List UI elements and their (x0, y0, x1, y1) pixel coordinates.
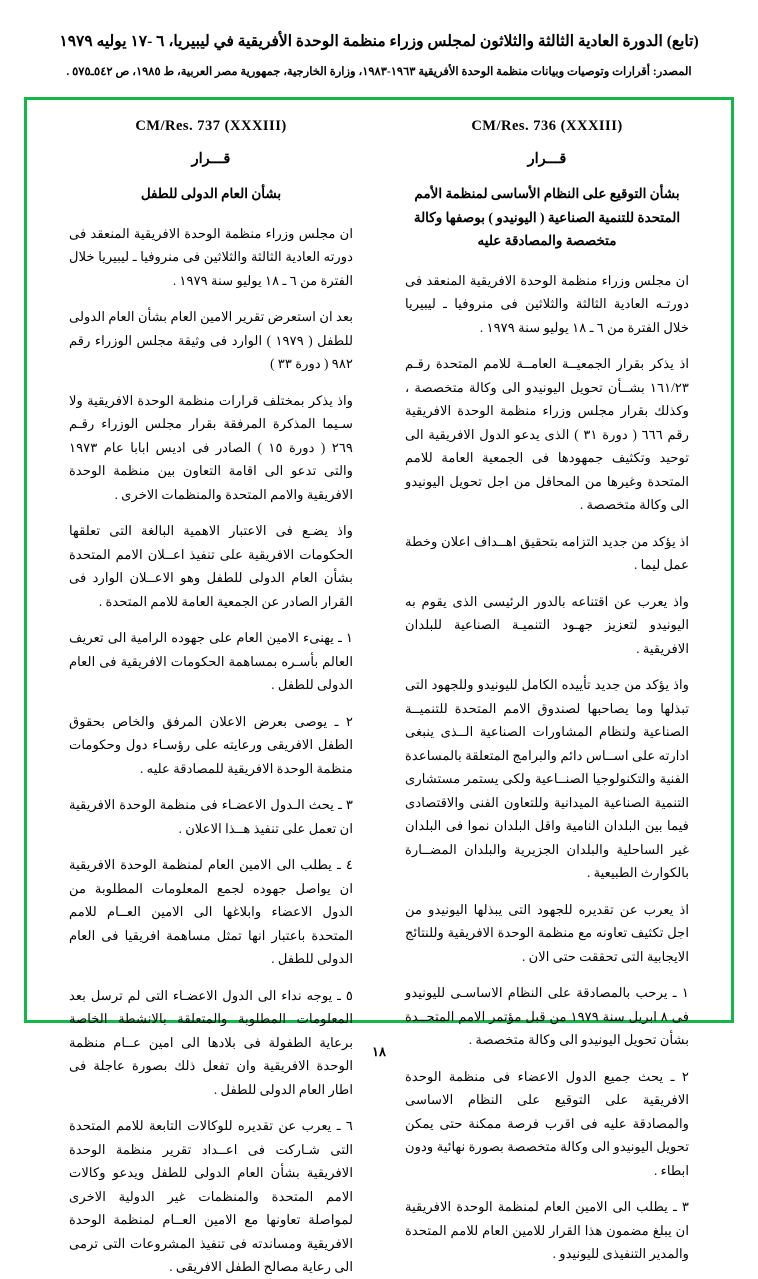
paragraph: واذ يعرب عن اقتناعه بالدور الرئيسى الذى يقوم به اليونيدو لتعزيز جهـود التنميـة الصناعية للبلدان الافريقية . (405, 593, 689, 656)
numbered-paragraph: ٤ ـ يطلب الى الامين العام لمنظمة الوحدة الافريقية ان يواصل جهوده لجمع المعلومات المطلوبة من الدول الاعضاء وابلاغها الى الامين العــام للامم المتحدة باعتبار انها تمثل مساهمة افريقيا فى العام الدولى للطفل . (69, 857, 353, 967)
paragraph: ان مجلس وزراء منظمة الوحدة الافريقية المنعقد فى دورتـه العادية الثالثة والثلاثين فى منروفيا ـ ليبيريا خلال الفترة من ٦ ـ ١٨ يوليو سنة ١٩٧٩ . (405, 272, 689, 335)
paragraph: اذ يذكر بقرار الجمعيــة العامــة للامم المتحدة رقـم ١٦١/٢٣ بشــأن تحويل اليونيدو الى وكالة متخصصة ، وكذلك بقرار مجلس وزراء منظمة الوحدة الافريقية رقم ٦٦٦ ( دورة ٣١ ) الذى يدعو الدول الافريقية الى توحيد وتكثيف جمهودها فى الجمعية العامة للامم المتحدة وغيرها من المحافل من اجل تحويل اليونيدو الى وكالة متخصصة . (405, 356, 689, 513)
resolution-id-737: CM/Res. 737 (XXXIII) (135, 118, 287, 134)
numbered-paragraph: ١ ـ يهنىء الامين العام على جهوده الرامية الى تعريف العالم بأسـره بمساهمة الحكومات الافريقية فى العام الدولى للطفل . (69, 630, 353, 693)
numbered-paragraph: ٣ ـ يحث الـدول الاعضـاء فى منظمة الوحدة الافريقية ان تعمل على تنفيذ هــذا الاعلان . (69, 797, 353, 836)
paragraph: اذ يؤكد من جديد التزامه بتحقيق اهــداف اعلان وخطة عمل ليما . (405, 533, 689, 573)
numbered-paragraph: ٣ ـ يطلب الى الامين العام لمنظمة الوحدة الافريقية ان يبلغ مضمون هذا القرار للامين العام للامم المتحدة والمدير التنفيذى لليونيدو . (405, 1199, 689, 1262)
resolution-subject-736: بشأن التوقيع على النظام الأساسى لمنظمة الأمم المتحدة للتنمية الصناعية ( اليونيدو ) بوصفها وكالة متخصصة والمصادقة عليه (413, 186, 681, 249)
paragraph: واذ يضـع فى الاعتبار الاهمية البالغة التى تعلقها الحكومات الافريقية على تنفيذ اعــلان الامم المتحدة بشأن العام الدولى للطفل وهو الاعــلان الوارد فى القرار الصادر عن الجمعية العامة للامم المتحدة . (69, 523, 353, 609)
paragraph: اذ يعرب عن تقديره للجهود التى يبذلها اليونيدو من اجل تكثيف تعاونه مع منظمة الوحدة الافريقية وللنتائج الايجابية التى تحققت حتى الان . (405, 901, 689, 964)
paragraph: واذ يؤكد من جديد تأييده الكامل لليونيدو وللجهود التى تبذلها وما يصاحبها لصندوق الامم المتحدة للتنميــة الصناعية ولنظام المشاورات الصناعية الــذى ينبغى ادارته على اســاس دائم والبرامج المتعلقة بالمساعدة الفنية والتكنولوجيا الصنــاعية ولكى يستمر مستشارى التنمية الصناعية الميدانية وللتعاون الفنى والاقتصادى فيما بين البلدان النامية واقل البلدان نموا فى البلدان غير الساحلية والبلدان الجزيرية والبلدان المضــارة بالكوارث الطبيعية . (405, 677, 689, 881)
resolution-subject-737: بشأن العام الدولى للطفل (140, 186, 282, 201)
two-column-body (27, 100, 731, 1275)
paragraph: ان مجلس وزراء منظمة الوحدة الافريقية المنعقد فى دورته العادية الثالثة والثلاثين فى منروفيا ـ ليبيريا خلال الفترة من ٦ ـ ١٨ يوليو سنة ١٩٧٩ . (69, 225, 353, 288)
document-source-line: المصدر: أقرارات وتوصيات وبيانات منظمة الوحدة الأفريقية ١٩٦٣-١٩٨٣، وزارة الخارجية، جمهورية مصر العربية، ط ١٩٨٥، ص ٥٤٢ـ٥٧٥ . (66, 66, 692, 79)
paragraph: بعد ان استعرض تقرير الامين العام بشأن العام الدولى للطفل ( ١٩٧٩ ) الوارد فى وثيقة مجلس الوزراء رقم ٩٨٢ ( دورة ٣٣ ) (69, 309, 353, 372)
paragraph: واذ يذكر بمختلف قرارات منظمة الوحدة الافريقية ولا سـيما المذكرة المرفقة بقرار مجلس الوزراء رقـم ٢٦٩ ( دورة ١٥ ) الصادر فى اديس ابابا عام ١٩٧٣ والتى تدعو الى اقامة التعاون بين منظمة الوحدة الافريقية والامم المتحدة والمنظمات الاخرى . (69, 392, 353, 502)
page-number: ١٨ (372, 1044, 386, 1059)
document-header (0, 0, 758, 82)
numbered-paragraph: ٥ ـ يوجه نداء الى الدول الاعضـاء التى لم ترسل بعد المعلومات المطلوبة والمتعلقة بالانشطة الخاصة برعاية الطفولة فى بلادها الى امين عــام منظمة الوحدة الافريقية وان تفعل ذلك بصورة عاجلة فى اطار العام الدولى للطفل . (69, 987, 353, 1097)
resolution-heading-737: قـــرار (191, 151, 231, 167)
column-right-resolution-736 (379, 118, 709, 1262)
column-left-resolution-737 (49, 118, 379, 1275)
resolution-heading-736: قـــرار (527, 151, 567, 167)
document-title: (تابع) الدورة العادية الثالثة والثلاثون لمجلس وزراء منظمة الوحدة الأفريقية في ليبيريا، ٦ -١٧ يوليه ١٩٧٩ (59, 33, 699, 50)
numbered-paragraph: ١ ـ يرحب بالمصادقة على النظام الاساسـى لليونيدو فى ٨ ابريل سنة ١٩٧٩ من قبل مؤتمر الامم المتحــدة بشأن تحويل اليونيدو الى وكالة متخصصة . (405, 985, 690, 1048)
numbered-paragraph: ٢ ـ يوصى بعرض الاعلان المرفق والخاص بحقوق الطفل الافريقى ورعايته على رؤسـاء دول وحكومات منظمة الوحدة الافريقية للمصادقة عليه . (69, 713, 353, 776)
numbered-paragraph: ٢ ـ يحث جميع الدول الاعضاء فى منظمة الوحدة الافريقية على التوقيع على النظام الاساسى والمصادقة عليه فى اقرب فرصة ممكنة حتى يمكن تحويل اليونيدو الى وكالة متخصصة بصورة نهائية ودون ابطاء . (405, 1068, 689, 1178)
numbered-paragraph: ٦ ـ يعرب عن تقديره للوكالات التابعة للامم المتحدة التى شـاركت فى اعــداد تقرير منظمة الوحدة الافريقية بشأن العام الدولى للطفل ويدعو وكالات الامم المتحدة والمنظمات غير الدولية الاخرى لمواصلة تعاونها مع الامين العــام لمنظمة الوحدة الافريقية ومساندته فى تنفيذ المشروعات التى ترمى الى رعاية مصالح الطفل الافريقى . (69, 1118, 353, 1275)
resolution-id-736: CM/Res. 736 (XXXIII) (471, 118, 623, 134)
